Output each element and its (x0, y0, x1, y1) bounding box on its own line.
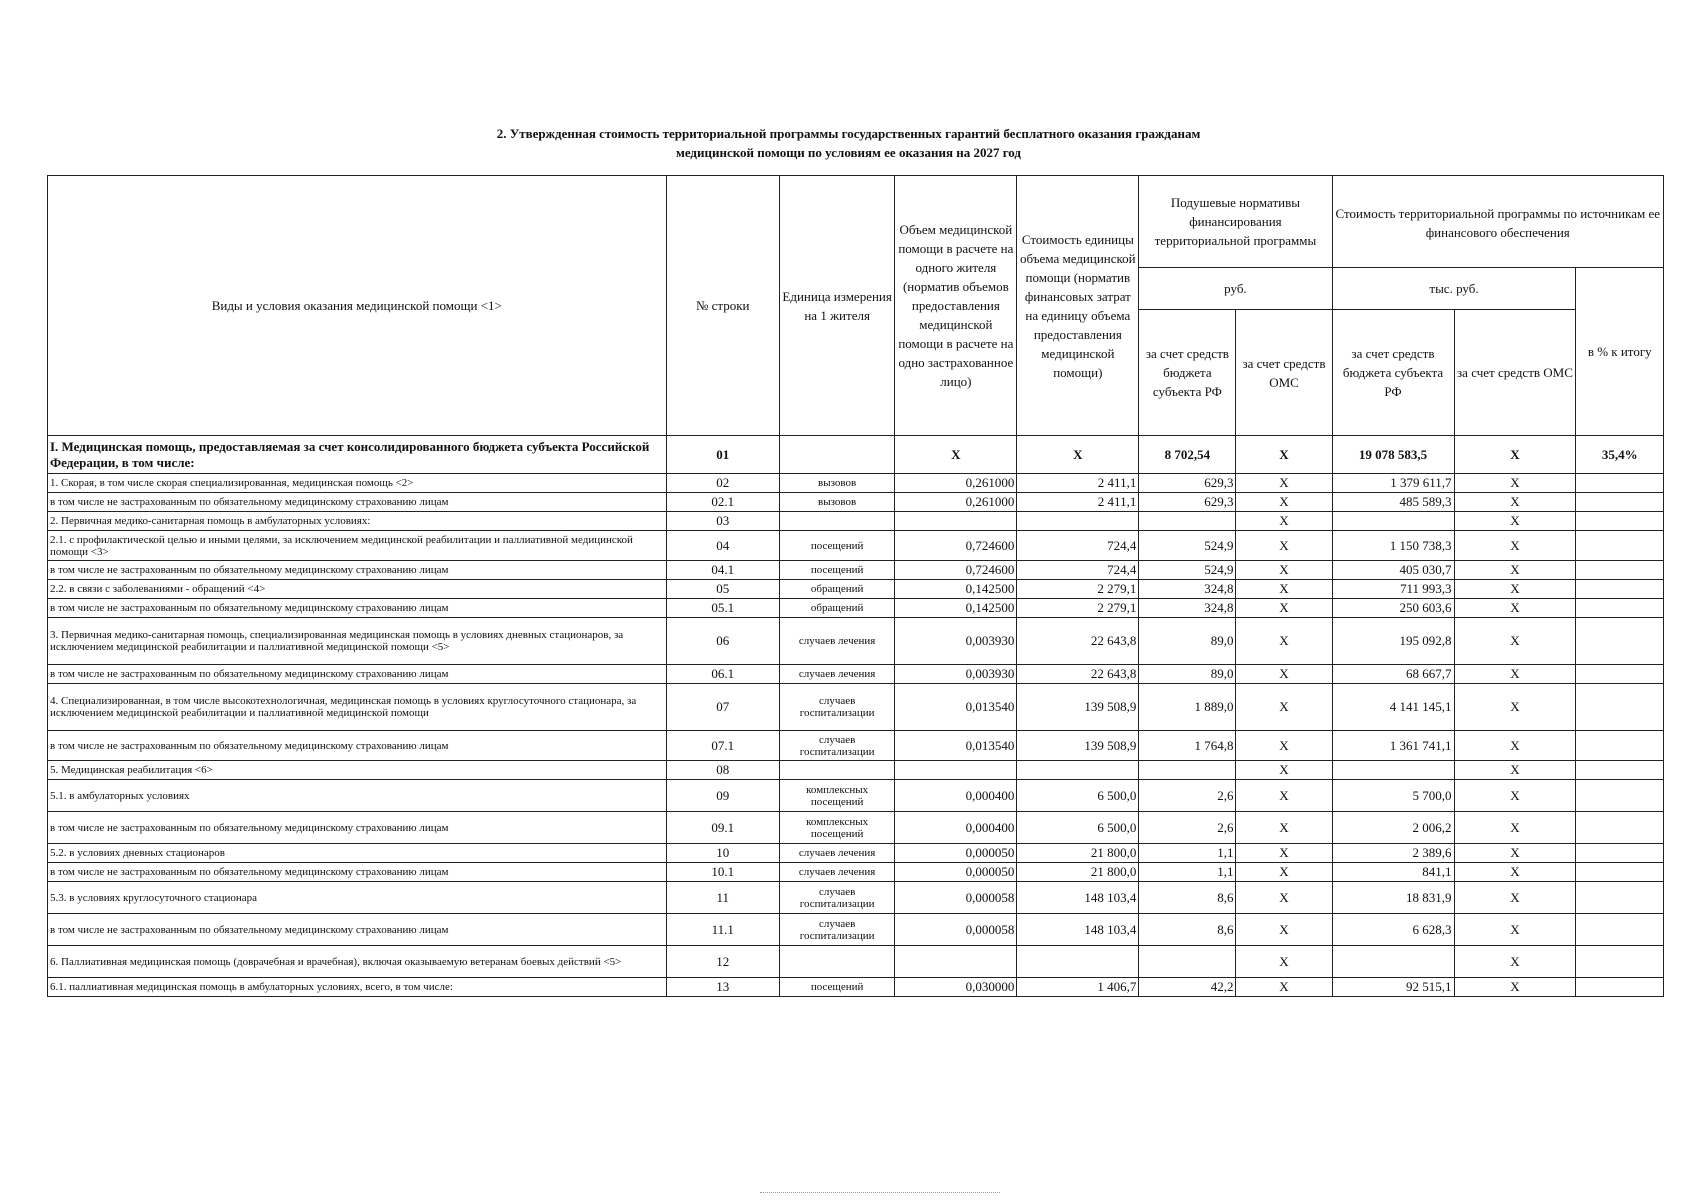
row-total-budget: 841,1 (1332, 863, 1454, 882)
row-percent (1576, 863, 1664, 882)
row-total-budget: 6 628,3 (1332, 914, 1454, 946)
row-norm-oms: X (1236, 474, 1332, 493)
row-volume: 0,000058 (895, 882, 1017, 914)
row-unit (779, 512, 895, 531)
row-unit-cost: 2 411,1 (1017, 474, 1139, 493)
row-norm-oms: X (1236, 599, 1332, 618)
row-total-budget: 711 993,3 (1332, 580, 1454, 599)
row-unit-cost: 1 406,7 (1017, 978, 1139, 997)
table-row (48, 580, 1664, 599)
row-total-budget: 1 361 741,1 (1332, 731, 1454, 761)
row-norm-budget: 524,9 (1139, 531, 1236, 561)
row-volume: 0,000050 (895, 844, 1017, 863)
row-percent (1576, 812, 1664, 844)
row-total-budget: 18 831,9 (1332, 882, 1454, 914)
row-unit-cost: 724,4 (1017, 531, 1139, 561)
row-volume: 0,000050 (895, 863, 1017, 882)
row-norm-oms: X (1236, 731, 1332, 761)
row-unit (779, 761, 895, 780)
row-percent (1576, 665, 1664, 684)
row-total-oms: X (1454, 618, 1576, 665)
header-total-budget: за счет средств бюджета субъекта РФ (1332, 310, 1454, 436)
row-norm-budget: 8,6 (1139, 882, 1236, 914)
row-line-number: 11 (666, 882, 779, 914)
row-percent (1576, 512, 1664, 531)
row-total-budget: 1 379 611,7 (1332, 474, 1454, 493)
row-percent (1576, 493, 1664, 512)
table-row (48, 618, 1664, 665)
row-total-budget: 19 078 583,5 (1332, 436, 1454, 474)
row-total-oms: X (1454, 512, 1576, 531)
row-percent (1576, 882, 1664, 914)
header-total-oms: за счет средств ОМС (1454, 310, 1576, 436)
row-unit: случаев госпитализации (779, 684, 895, 731)
row-unit: случаев лечения (779, 665, 895, 684)
row-norm-oms: X (1236, 844, 1332, 863)
row-unit-cost: X (1017, 436, 1139, 474)
header-percent: в % к итогу (1576, 268, 1664, 436)
row-line-number: 05.1 (666, 599, 779, 618)
row-norm-budget: 89,0 (1139, 618, 1236, 665)
row-norm-budget: 1,1 (1139, 863, 1236, 882)
row-volume: 0,142500 (895, 580, 1017, 599)
table-row (48, 882, 1664, 914)
row-name: 5.3. в условиях круглосуточного стационара (48, 882, 667, 914)
row-total-budget: 250 603,6 (1332, 599, 1454, 618)
row-volume (895, 761, 1017, 780)
row-unit (779, 946, 895, 978)
row-name: 5.1. в амбулаторных условиях (48, 780, 667, 812)
row-total-budget: 405 030,7 (1332, 561, 1454, 580)
row-unit-cost: 6 500,0 (1017, 812, 1139, 844)
row-unit-cost: 2 411,1 (1017, 493, 1139, 512)
row-percent (1576, 914, 1664, 946)
row-total-budget: 2 389,6 (1332, 844, 1454, 863)
row-norm-budget: 1,1 (1139, 844, 1236, 863)
row-line-number: 12 (666, 946, 779, 978)
row-total-oms: X (1454, 863, 1576, 882)
header-name: Виды и условия оказания медицинской помощи <1> (48, 176, 667, 436)
table-row (48, 914, 1664, 946)
row-name: в том числе не застрахованным по обязательному медицинскому страхованию лицам (48, 812, 667, 844)
row-percent (1576, 761, 1664, 780)
row-total-budget (1332, 512, 1454, 531)
row-percent (1576, 618, 1664, 665)
row-name: 5. Медицинская реабилитация <6> (48, 761, 667, 780)
header-norm-oms: за счет средств ОМС (1236, 310, 1332, 436)
row-line-number: 02 (666, 474, 779, 493)
document-title (0, 124, 1697, 162)
row-norm-oms: X (1236, 580, 1332, 599)
row-unit: случаев лечения (779, 618, 895, 665)
row-total-oms: X (1454, 436, 1576, 474)
row-percent (1576, 780, 1664, 812)
row-norm-budget: 524,9 (1139, 561, 1236, 580)
row-norm-budget: 2,6 (1139, 812, 1236, 844)
title-line-1: 2. Утвержденная стоимость территориальной программы государственных гарантий бесплатного оказания гражданам (496, 126, 1201, 141)
row-unit-cost: 21 800,0 (1017, 844, 1139, 863)
row-percent (1576, 599, 1664, 618)
table-row (48, 946, 1664, 978)
header-per-capita-norms: Подушевые нормативы финансирования территориальной программы (1139, 176, 1332, 268)
row-percent (1576, 561, 1664, 580)
row-percent (1576, 580, 1664, 599)
row-total-oms: X (1454, 474, 1576, 493)
table-row (48, 599, 1664, 618)
row-line-number: 13 (666, 978, 779, 997)
row-unit: вызовов (779, 474, 895, 493)
row-name: 6. Паллиативная медицинская помощь (доврачебная и врачебная), включая оказываемую ветеранам боевых действий <5> (48, 946, 667, 978)
row-total-oms: X (1454, 761, 1576, 780)
row-norm-budget: 8,6 (1139, 914, 1236, 946)
table-row (48, 761, 1664, 780)
row-total-oms: X (1454, 946, 1576, 978)
page-footer-mark (760, 1192, 1000, 1197)
title-line-2: медицинской помощи по условиям ее оказания на 2027 год (675, 145, 1022, 160)
row-line-number: 05 (666, 580, 779, 599)
row-norm-budget: 8 702,54 (1139, 436, 1236, 474)
row-total-oms: X (1454, 599, 1576, 618)
row-name: в том числе не застрахованным по обязательному медицинскому страхованию лицам (48, 599, 667, 618)
row-total-oms: X (1454, 978, 1576, 997)
row-norm-oms: X (1236, 665, 1332, 684)
row-norm-oms: X (1236, 512, 1332, 531)
table-header (48, 176, 1664, 436)
row-total-budget: 485 589,3 (1332, 493, 1454, 512)
row-total-budget (1332, 946, 1454, 978)
header-unit: Единица измерения на 1 жителя (779, 176, 895, 436)
row-norm-budget (1139, 946, 1236, 978)
table-row (48, 531, 1664, 561)
table-row (48, 493, 1664, 512)
row-volume (895, 512, 1017, 531)
row-norm-oms: X (1236, 493, 1332, 512)
row-line-number: 07 (666, 684, 779, 731)
header-unit-rub: руб. (1139, 268, 1332, 310)
row-volume: 0,013540 (895, 684, 1017, 731)
row-unit: случаев госпитализации (779, 882, 895, 914)
row-percent (1576, 946, 1664, 978)
row-name: 1. Скорая, в том числе скорая специализированная, медицинская помощь <2> (48, 474, 667, 493)
row-total-budget: 195 092,8 (1332, 618, 1454, 665)
row-line-number: 11.1 (666, 914, 779, 946)
row-volume: X (895, 436, 1017, 474)
row-unit: обращений (779, 599, 895, 618)
row-unit-cost: 139 508,9 (1017, 731, 1139, 761)
row-norm-budget: 1 764,8 (1139, 731, 1236, 761)
row-name: в том числе не застрахованным по обязательному медицинскому страхованию лицам (48, 731, 667, 761)
row-line-number: 01 (666, 436, 779, 474)
row-total-oms: X (1454, 531, 1576, 561)
row-volume: 0,003930 (895, 665, 1017, 684)
row-unit-cost: 22 643,8 (1017, 665, 1139, 684)
row-percent (1576, 684, 1664, 731)
row-name: в том числе не застрахованным по обязательному медицинскому страхованию лицам (48, 493, 667, 512)
row-norm-oms: X (1236, 684, 1332, 731)
row-volume: 0,724600 (895, 561, 1017, 580)
row-percent (1576, 844, 1664, 863)
row-volume: 0,724600 (895, 531, 1017, 561)
row-unit-cost: 21 800,0 (1017, 863, 1139, 882)
row-volume: 0,030000 (895, 978, 1017, 997)
row-line-number: 10 (666, 844, 779, 863)
row-norm-oms: X (1236, 978, 1332, 997)
row-unit: посещений (779, 978, 895, 997)
row-line-number: 04.1 (666, 561, 779, 580)
row-volume: 0,003930 (895, 618, 1017, 665)
row-name: 2. Первичная медико-санитарная помощь в амбулаторных условиях: (48, 512, 667, 531)
row-norm-oms: X (1236, 863, 1332, 882)
row-unit: посещений (779, 561, 895, 580)
row-percent (1576, 978, 1664, 997)
row-unit-cost: 148 103,4 (1017, 882, 1139, 914)
row-total-oms: X (1454, 580, 1576, 599)
row-norm-oms: X (1236, 946, 1332, 978)
row-line-number: 09 (666, 780, 779, 812)
row-total-budget: 92 515,1 (1332, 978, 1454, 997)
row-norm-oms: X (1236, 882, 1332, 914)
table-row (48, 863, 1664, 882)
row-unit-cost: 139 508,9 (1017, 684, 1139, 731)
row-norm-budget (1139, 761, 1236, 780)
row-volume: 0,142500 (895, 599, 1017, 618)
row-line-number: 04 (666, 531, 779, 561)
header-unit-cost: Стоимость единицы объема медицинской помощи (норматив финансовых затрат на единицу объема предоставления медицинской помощи) (1017, 176, 1139, 436)
row-percent (1576, 474, 1664, 493)
row-norm-oms: X (1236, 561, 1332, 580)
table-row (48, 665, 1664, 684)
row-norm-oms: X (1236, 761, 1332, 780)
row-unit: комплексных посещений (779, 780, 895, 812)
row-line-number: 03 (666, 512, 779, 531)
row-name: 2.2. в связи с заболеваниями - обращений <4> (48, 580, 667, 599)
table-row (48, 780, 1664, 812)
row-name: 6.1. паллиативная медицинская помощь в амбулаторных условиях, всего, в том числе: (48, 978, 667, 997)
row-line-number: 09.1 (666, 812, 779, 844)
table-body (48, 436, 1664, 997)
header-unit-thousand-rub: тыс. руб. (1332, 268, 1576, 310)
row-unit-cost: 6 500,0 (1017, 780, 1139, 812)
row-total-oms: X (1454, 684, 1576, 731)
row-total-oms: X (1454, 780, 1576, 812)
table-row (48, 844, 1664, 863)
row-norm-budget: 324,8 (1139, 599, 1236, 618)
row-norm-budget: 89,0 (1139, 665, 1236, 684)
row-unit-cost: 2 279,1 (1017, 599, 1139, 618)
table-row (48, 512, 1664, 531)
row-total-budget: 4 141 145,1 (1332, 684, 1454, 731)
row-total-oms: X (1454, 493, 1576, 512)
row-name: 5.2. в условиях дневных стационаров (48, 844, 667, 863)
row-line-number: 10.1 (666, 863, 779, 882)
row-name: в том числе не застрахованным по обязательному медицинскому страхованию лицам (48, 665, 667, 684)
table-row (48, 978, 1664, 997)
table-row (48, 436, 1664, 474)
row-unit (779, 436, 895, 474)
row-total-budget: 1 150 738,3 (1332, 531, 1454, 561)
row-volume: 0,261000 (895, 474, 1017, 493)
row-unit: комплексных посещений (779, 812, 895, 844)
row-unit: случаев лечения (779, 844, 895, 863)
row-total-oms: X (1454, 914, 1576, 946)
header-volume: Объем медицинской помощи в расчете на одного жителя (норматив объемов предоставления медицинской помощи в расчете на одно застрахованное лицо) (895, 176, 1017, 436)
row-norm-budget: 42,2 (1139, 978, 1236, 997)
row-norm-oms: X (1236, 436, 1332, 474)
row-volume: 0,000400 (895, 780, 1017, 812)
row-norm-budget: 2,6 (1139, 780, 1236, 812)
row-total-oms: X (1454, 665, 1576, 684)
row-norm-budget: 1 889,0 (1139, 684, 1236, 731)
row-norm-oms: X (1236, 618, 1332, 665)
row-total-oms: X (1454, 731, 1576, 761)
row-unit-cost (1017, 512, 1139, 531)
row-norm-oms: X (1236, 914, 1332, 946)
row-line-number: 02.1 (666, 493, 779, 512)
row-volume: 0,261000 (895, 493, 1017, 512)
row-total-oms: X (1454, 844, 1576, 863)
row-name: в том числе не застрахованным по обязательному медицинскому страхованию лицам (48, 914, 667, 946)
row-total-budget: 2 006,2 (1332, 812, 1454, 844)
row-norm-oms: X (1236, 812, 1332, 844)
row-total-oms: X (1454, 812, 1576, 844)
row-norm-budget: 629,3 (1139, 474, 1236, 493)
table-row (48, 474, 1664, 493)
row-line-number: 08 (666, 761, 779, 780)
row-norm-budget: 324,8 (1139, 580, 1236, 599)
row-total-budget: 68 667,7 (1332, 665, 1454, 684)
row-name: 2.1. с профилактической целью и иными целями, за исключением медицинской реабилитации и паллиативной медицинской помощи <3> (48, 531, 667, 561)
row-unit-cost: 148 103,4 (1017, 914, 1139, 946)
row-unit-cost: 724,4 (1017, 561, 1139, 580)
row-norm-budget: 629,3 (1139, 493, 1236, 512)
row-volume: 0,000400 (895, 812, 1017, 844)
row-unit-cost: 22 643,8 (1017, 618, 1139, 665)
row-total-oms: X (1454, 561, 1576, 580)
row-name: в том числе не застрахованным по обязательному медицинскому страхованию лицам (48, 863, 667, 882)
row-norm-budget (1139, 512, 1236, 531)
row-total-budget (1332, 761, 1454, 780)
row-percent (1576, 531, 1664, 561)
row-line-number: 06 (666, 618, 779, 665)
row-total-budget: 5 700,0 (1332, 780, 1454, 812)
table-row (48, 731, 1664, 761)
table-row (48, 812, 1664, 844)
row-unit-cost: 2 279,1 (1017, 580, 1139, 599)
row-unit-cost (1017, 761, 1139, 780)
header-program-cost: Стоимость территориальной программы по источникам ее финансового обеспечения (1332, 176, 1663, 268)
row-norm-oms: X (1236, 780, 1332, 812)
row-unit-cost (1017, 946, 1139, 978)
row-volume: 0,000058 (895, 914, 1017, 946)
row-unit: вызовов (779, 493, 895, 512)
row-unit: случаев госпитализации (779, 731, 895, 761)
row-unit: посещений (779, 531, 895, 561)
row-unit: случаев лечения (779, 863, 895, 882)
row-total-oms: X (1454, 882, 1576, 914)
row-volume (895, 946, 1017, 978)
row-line-number: 06.1 (666, 665, 779, 684)
row-unit: случаев госпитализации (779, 914, 895, 946)
row-line-number: 07.1 (666, 731, 779, 761)
header-line-number: № строки (666, 176, 779, 436)
row-name: в том числе не застрахованным по обязательному медицинскому страхованию лицам (48, 561, 667, 580)
row-percent: 35,4% (1576, 436, 1664, 474)
row-norm-oms: X (1236, 531, 1332, 561)
header-norm-budget: за счет средств бюджета субъекта РФ (1139, 310, 1236, 436)
row-percent (1576, 731, 1664, 761)
row-name: 3. Первичная медико-санитарная помощь, специализированная медицинская помощь в условиях дневных стационаров, за исключением медицинской реабилитации и паллиативной медицинской помощи <5> (48, 618, 667, 665)
row-name: 4. Специализированная, в том числе высокотехнологичная, медицинская помощь в условиях круглосуточного стационара, за исключением медицинской реабилитации и паллиативной медицинской помощи (48, 684, 667, 731)
table-row (48, 561, 1664, 580)
row-unit: обращений (779, 580, 895, 599)
program-cost-table (47, 175, 1664, 997)
table-row (48, 684, 1664, 731)
row-volume: 0,013540 (895, 731, 1017, 761)
row-name: I. Медицинская помощь, предоставляемая за счет консолидированного бюджета субъекта Российской Федерации, в том числе: (48, 436, 667, 474)
